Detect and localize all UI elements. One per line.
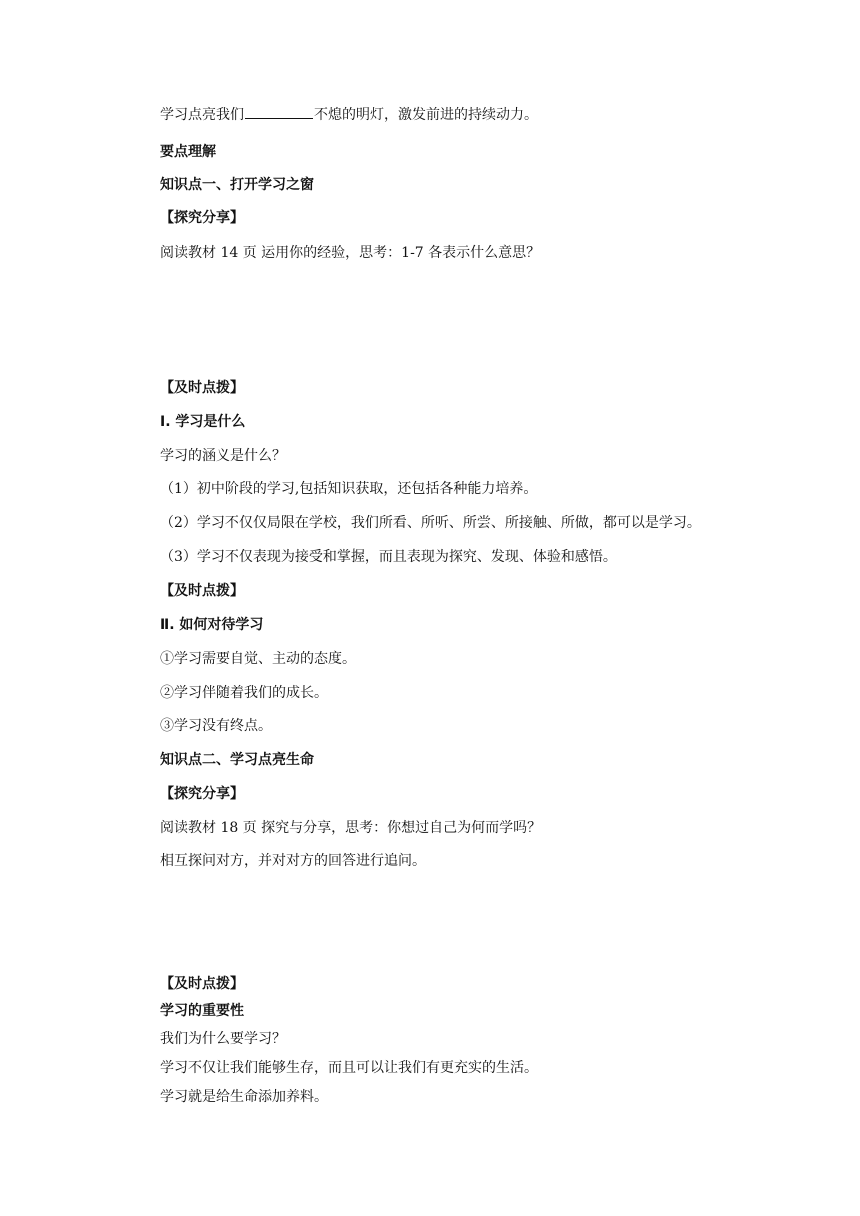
kp1-tip1-label: 【及时点拨】 bbox=[160, 380, 244, 396]
kp1-tip2-item-2: ②学习伴随着我们的成长。 bbox=[160, 685, 328, 701]
kp2-explore-text-2: 相互探问对方，并对对方的回答进行追问。 bbox=[160, 853, 426, 869]
kp1-tip2-title: Ⅱ. 如何对待学习 bbox=[160, 617, 264, 633]
kp2-explore-label: 【探究分享】 bbox=[160, 786, 244, 802]
kp1-tip2-item-1: ①学习需要自觉、主动的态度。 bbox=[160, 651, 356, 667]
fill-in-blank[interactable] bbox=[245, 104, 313, 119]
kp1-tip2-label: 【及时点拨】 bbox=[160, 583, 244, 599]
kp2-explore-text: 阅读教材 18 页 探究与分享，思考：你想过自己为何而学吗？ bbox=[160, 820, 542, 836]
intro-sentence bbox=[160, 104, 538, 125]
kp1-title: 知识点一、打开学习之窗 bbox=[160, 177, 314, 193]
intro-before: 学习点亮我们 bbox=[160, 107, 244, 123]
kp2-tip-title: 学习的重要性 bbox=[160, 1003, 244, 1019]
kp1-tip1-item-2: （2）学习不仅仅局限在学校，我们所看、所听、所尝、所接触、所做，都可以是学习。 bbox=[160, 515, 701, 531]
kp1-tip1-question: 学习的涵义是什么？ bbox=[160, 448, 286, 464]
kp1-tip1-title: Ⅰ. 学习是什么 bbox=[160, 414, 246, 430]
kp2-tip-line-3: 学习就是给生命添加养料。 bbox=[160, 1089, 328, 1105]
kp2-tip-line-1: 我们为什么要学习？ bbox=[160, 1031, 286, 1047]
kp1-tip1-item-3: （3）学习不仅表现为接受和掌握，而且表现为探究、发现、体验和感悟。 bbox=[160, 549, 617, 565]
intro-after: 不熄的明灯，激发前进的持续动力。 bbox=[314, 107, 538, 123]
kp2-tip-label: 【及时点拨】 bbox=[160, 976, 244, 992]
kp1-explore-text: 阅读教材 14 页 运用你的经验，思考：1-7 各表示什么意思？ bbox=[160, 245, 541, 261]
kp2-title: 知识点二、学习点亮生命 bbox=[160, 752, 314, 768]
kp1-tip1-item-1: （1）初中阶段的学习,包括知识获取，还包括各种能力培养。 bbox=[160, 481, 538, 497]
kp1-explore-label: 【探究分享】 bbox=[160, 210, 244, 226]
section-heading: 要点理解 bbox=[160, 144, 216, 160]
kp2-tip-line-2: 学习不仅让我们能够生存，而且可以让我们有更充实的生活。 bbox=[160, 1060, 538, 1076]
kp1-tip2-item-3: ③学习没有终点。 bbox=[160, 718, 272, 734]
